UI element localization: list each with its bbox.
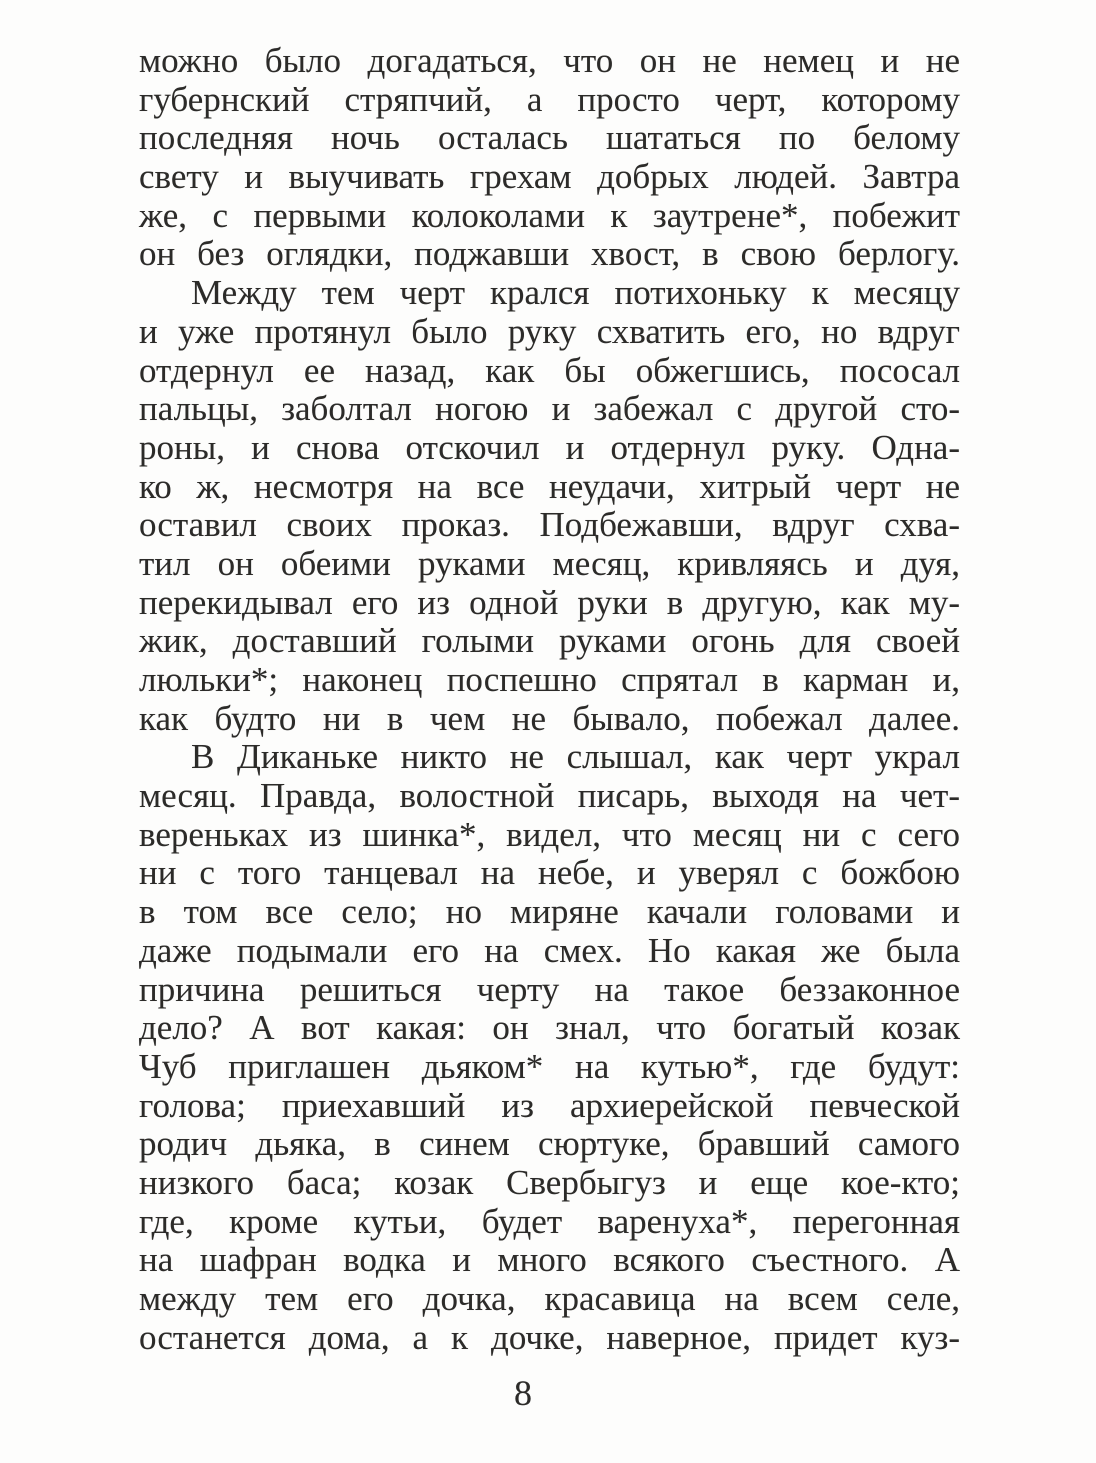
text-line: последняя ночь осталась шататься по белому: [139, 118, 960, 158]
text-line: вереньках из шинка*, видел, что месяц ни с сего: [139, 814, 960, 854]
text-line: пальцы, заболтал ногою и забежал с другой сто-: [139, 389, 960, 429]
text-line: даже подымали его на смех. Но какая же была: [139, 930, 960, 970]
text-line: свету и выучивать грехам добрых людей. Завтра: [139, 157, 960, 197]
text-line: причина решиться черту на такое беззаконное: [139, 969, 960, 1009]
text-line: на шафран водка и много всякого съестного. А: [139, 1240, 960, 1280]
text-line: жик, доставший голыми руками огонь для своей: [139, 621, 960, 661]
text-line: можно было догадаться, что он не немец и не: [139, 41, 960, 80]
text-line: низкого баса; козак Свербыгуз и еще кое-кто;: [139, 1162, 960, 1202]
text-line: В Диканьке никто не слышал, как черт украл: [191, 737, 960, 777]
text-line: родич дьяка, в синем сюртуке, бравший самого: [139, 1124, 960, 1164]
text-line: тил он обеими руками месяц, кривляясь и дуя,: [139, 543, 960, 583]
text-line: где, кроме кутьи, будет варенуха*, перегонная: [139, 1201, 960, 1241]
text-line: дело? А вот какая: он знал, что богатый козак: [139, 1008, 960, 1048]
text-line: ко ж, несмотря на все неудачи, хитрый черт не: [139, 466, 960, 506]
text-line: между тем его дочка, красавица на всем селе,: [139, 1279, 960, 1318]
text-line: и уже протянул было руку схватить его, но вдруг: [139, 311, 960, 351]
text-line: оставил своих проказ. Подбежавши, вдруг схва-: [139, 505, 960, 545]
text-line: месяц. Правда, волостной писарь, выходя на чет-: [139, 776, 960, 816]
text-line: в том все село; но миряне качали головами и: [139, 892, 960, 932]
text-line: останется дома, а к дочке, наверное, придет куз-: [139, 1317, 960, 1357]
text-block: [139, 42, 960, 1357]
text-line: отдернул ее назад, как бы обжегшись, пососал: [139, 350, 960, 390]
text-line: люльки*; наконец поспешно спрятал в карман и,: [139, 660, 960, 699]
text-line: как будто ни в чем не бывало, побежал далее.: [139, 698, 960, 738]
text-line: перекидывал его из одной руки в другую, как му-: [139, 582, 960, 622]
text-line: Чуб приглашен дьяком* на кутью*, где будут:: [139, 1046, 960, 1086]
page-number: 8: [514, 1373, 532, 1413]
text-line: губернский стряпчий, а просто черт, которому: [139, 79, 960, 119]
text-line: голова; приехавший из архиерейской певческой: [139, 1085, 960, 1125]
text-line: роны, и снова отскочил и отдернул руку. Одна-: [139, 427, 960, 467]
text-line: же, с первыми колоколами к заутрене*, побежит: [139, 195, 960, 235]
text-line: Между тем черт крался потихоньку к месяцу: [191, 273, 960, 313]
text-line: он без оглядки, поджавши хвост, в свою берлогу.: [139, 234, 960, 274]
text-line: ни с того танцевал на небе, и уверял с божбою: [139, 853, 960, 893]
